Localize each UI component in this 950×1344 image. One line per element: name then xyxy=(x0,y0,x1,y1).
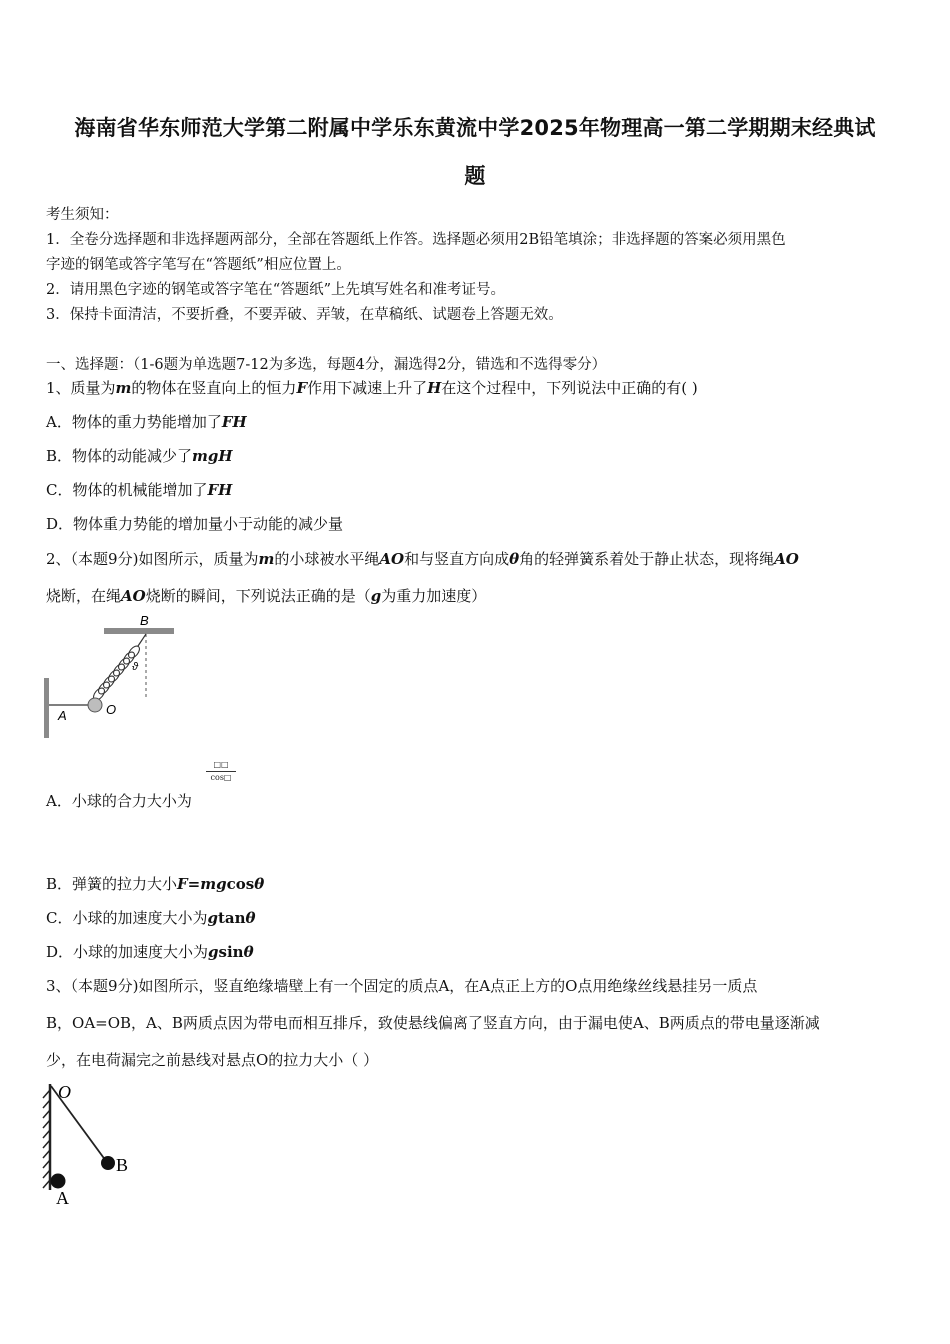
spring-coils xyxy=(91,644,141,702)
label-b: B xyxy=(116,1155,129,1175)
label-b: B xyxy=(140,613,149,628)
q1-stem: 1、质量为m的物体在竖直向上的恒力F作用下减速上升了H在这个过程中，下列说法中正确的有( ) xyxy=(46,379,698,397)
q1-option-b: B．物体的动能减少了mgH xyxy=(46,447,233,465)
q2-stem-line2: 烧断，在绳AO烧断的瞬间，下列说法正确的是（g为重力加速度） xyxy=(46,587,487,605)
label-a: A xyxy=(58,708,67,723)
q2-option-c: C．小球的加速度大小为gtanθ xyxy=(46,909,256,927)
fraction-formula xyxy=(206,759,236,783)
notice-item: 1．全卷分选择题和非选择题两部分，全部在答题纸上作答。选择题必须用2B铅笔填涂；非选择题的答案必须用黑色 xyxy=(46,232,786,248)
wall xyxy=(44,678,49,738)
label-theta: ϑ xyxy=(132,661,139,673)
notice-item: 字迹的钢笔或答字笔写在“答题纸”相应位置上。 xyxy=(46,257,351,273)
suspension-thread xyxy=(51,1086,106,1161)
fraction-numerator: □□ xyxy=(206,759,236,772)
page-title: 海南省华东师范大学第二附属中学乐东黄流中学2025年物理高一第二学期期末经典试 xyxy=(74,116,876,140)
notice-item: 3．保持卡面清洁，不要折叠，不要弄破、弄皱，在草稿纸、试题卷上答题无效。 xyxy=(46,307,563,323)
q1-option-c: C．物体的机械能增加了FH xyxy=(46,481,233,499)
q1-option-d: D．物体重力势能的增加量小于动能的减少量 xyxy=(46,515,344,533)
ball xyxy=(88,698,102,712)
q3-stem-line3: 少，在电荷漏完之前悬线对悬点O的拉力大小（ ） xyxy=(46,1051,379,1069)
fraction-denominator: cos□ xyxy=(210,773,232,782)
section-heading: 一、选择题：（1-6题为单选题7-12为多选，每题4分，漏选得2分，错选和不选得零分） xyxy=(46,357,607,373)
notice-heading: 考生须知： xyxy=(46,207,119,223)
q3-stem-line2: B，OA=OB，A、B两质点因为带电而相互排斥，致使悬线偏离了竖直方向，由于漏电使A、B两质点的带电量逐渐减 xyxy=(46,1014,820,1032)
spring-top-lead xyxy=(138,634,146,646)
particle-a xyxy=(51,1174,66,1189)
q3-pendulum-diagram xyxy=(40,1078,150,1208)
q2-stem-line1: 2、（本题9分)如图所示，质量为m的小球被水平绳AO和与竖直方向成θ角的轻弹簧系着处于静止状态，现将绳AO xyxy=(46,550,799,568)
q2-spring-diagram xyxy=(40,610,190,745)
particle-b xyxy=(101,1156,115,1170)
q1-option-a: A．物体的重力势能增加了FH xyxy=(46,413,247,431)
q2-option-d: D．小球的加速度大小为gsinθ xyxy=(46,943,254,961)
ceiling-bar xyxy=(104,628,174,634)
q2-option-a: A．小球的合力大小为 xyxy=(46,792,192,810)
label-o: O xyxy=(106,702,117,717)
label-o: O xyxy=(58,1082,71,1102)
q3-stem-line1: 3、（本题9分)如图所示，竖直绝缘墙壁上有一个固定的质点A，在A点正上方的O点用绝缘丝线悬挂另一质点 xyxy=(46,977,758,995)
q2-option-b: B．弹簧的拉力大小F=mgcosθ xyxy=(46,875,265,893)
label-a: A xyxy=(56,1188,69,1208)
page-title-continued: 题 xyxy=(464,164,486,188)
notice-item: 2．请用黑色字迹的钢笔或答字笔在“答题纸”上先填写姓名和准考证号。 xyxy=(46,282,506,298)
